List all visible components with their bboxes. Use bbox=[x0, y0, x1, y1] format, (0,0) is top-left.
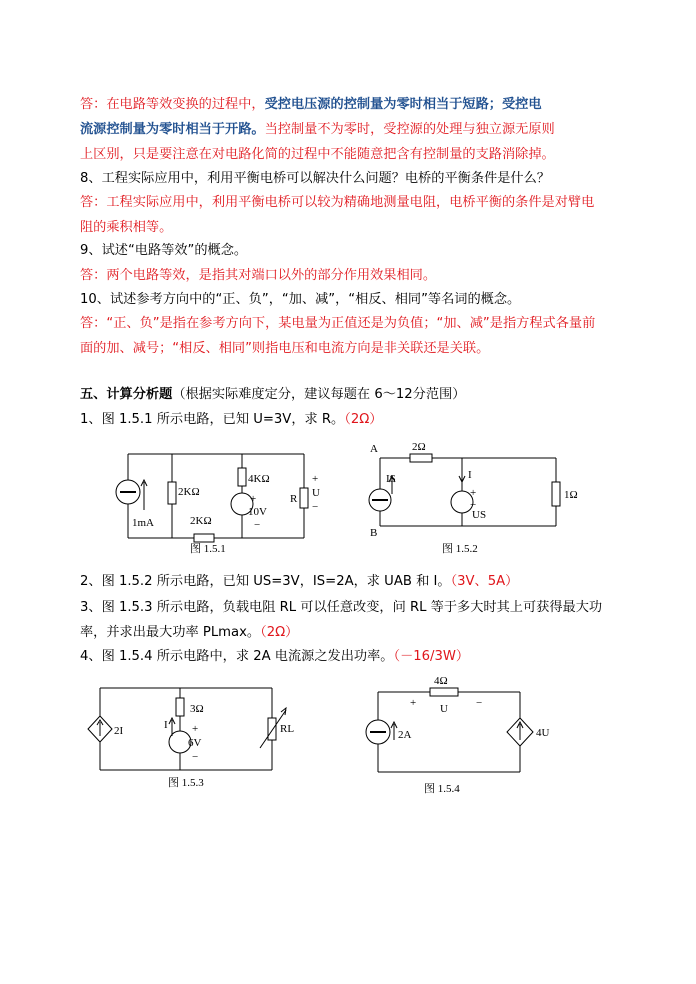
fig151-label-1: 4KΩ bbox=[248, 473, 270, 485]
figure-1-5-1-caption: 图 1.5.1 bbox=[190, 543, 226, 555]
problem-2-answer: （3V、5A） bbox=[450, 574, 519, 589]
fig151-label-5: R bbox=[290, 493, 298, 505]
problem-3-line-1: 3、图 1.5.3 所示电路，负载电阻 RL 可以任意改变，问 RL 等于多大时其上可获得最大功 bbox=[80, 600, 603, 615]
figure-1-5-4 bbox=[370, 672, 570, 802]
fig153-label-1: 3Ω bbox=[190, 703, 204, 715]
problem-2 bbox=[80, 573, 518, 591]
question-10: 10、试述参考方向中的“正、负”，“加、减”，“相反、相同”等名词的概念。 bbox=[80, 292, 521, 307]
section-5-heading bbox=[80, 386, 465, 404]
figure-1-5-3 bbox=[92, 682, 295, 802]
fig154-label-4: 2A bbox=[398, 729, 412, 741]
question-9: 9、试述“电路等效”的概念。 bbox=[80, 243, 248, 258]
answer-7-line-3: 上区别，只是要注意在对电路化简的过程中不能随意把含有控制量的支路消除掉。 bbox=[80, 147, 555, 162]
fig154-label-5: 4U bbox=[536, 727, 550, 739]
fig152-label-3: I bbox=[468, 469, 472, 481]
figure-1-5-2-caption: 图 1.5.2 bbox=[442, 543, 478, 555]
fig152-label-6: US bbox=[472, 509, 487, 521]
fig153-label-0: 2I bbox=[114, 725, 124, 737]
fig153-label-6: RL bbox=[280, 723, 295, 735]
fig151-label-2: + bbox=[250, 493, 257, 505]
answer-8-line-1: 答：工程实际应用中，利用平衡电桥可以较为精确地测量电阻，电桥平衡的条件是对臂电 bbox=[80, 195, 595, 210]
section-5-title: 五、计算分析题 bbox=[80, 387, 173, 402]
answer-9: 答：两个电路等效，是指其对端口以外的部分作用效果相同。 bbox=[80, 268, 437, 283]
figure-1-5-1-labels bbox=[132, 473, 320, 531]
problem-3-text: 率，并求出最大功率 PLmax。 bbox=[80, 625, 261, 640]
fig152-label-4: + bbox=[470, 487, 477, 499]
fig151-label-6: + bbox=[312, 473, 319, 485]
figure-1-5-4-caption: 图 1.5.4 bbox=[424, 783, 460, 795]
answer-10-line-1: 答：“正、负”是指在参考方向下，某电量为正值还是为负值；“加、减”是指方程式各量前 bbox=[80, 316, 596, 331]
problem-3-answer: （2Ω） bbox=[260, 625, 299, 640]
fig154-label-0: 4Ω bbox=[434, 675, 448, 687]
fig152-label-7: 1Ω bbox=[564, 489, 578, 501]
question-8: 8、工程实际应用中，利用平衡电桥可以解决什么问题？电桥的平衡条件是什么？ bbox=[80, 171, 550, 186]
answer-7-emphasis-2: 流源控制量为零时相当于开路。 bbox=[80, 122, 265, 137]
answer-8-line-2: 阻的乘积相等。 bbox=[80, 220, 173, 235]
problem-1 bbox=[80, 411, 383, 429]
answer-7-line-1 bbox=[80, 96, 542, 114]
fig151-label-9: 1mA bbox=[132, 517, 154, 529]
figure-1-5-1 bbox=[108, 448, 328, 558]
figure-1-5-2-labels bbox=[370, 441, 578, 539]
answer-10-line-2: 面的加、减号；“相反、相同”则指电压和电流方向是非关联还是关联。 bbox=[80, 341, 490, 356]
problem-4-text: 4、图 1.5.4 所示电路中，求 2A 电流源之发出功率。 bbox=[80, 649, 394, 664]
figure-1-5-3-caption: 图 1.5.3 bbox=[168, 777, 204, 789]
fig153-label-4: 6V bbox=[188, 737, 202, 749]
fig154-label-3: U bbox=[440, 703, 448, 715]
answer-7-text-2: 当控制量不为零时，受控源的处理与独立源无原则 bbox=[264, 122, 555, 137]
fig152-label-0: A bbox=[370, 443, 378, 455]
problem-3-line-2 bbox=[80, 624, 298, 642]
answer-7-text: 答：在电路等效变换的过程中， bbox=[80, 97, 265, 112]
section-5-note: （根据实际难度定分，建议每题在 6～12分范围） bbox=[172, 387, 466, 402]
fig153-label-2: I bbox=[164, 719, 168, 731]
fig152-label-8: B bbox=[370, 527, 378, 539]
answer-7-line-2 bbox=[80, 121, 555, 139]
fig151-label-8: − bbox=[312, 501, 319, 513]
fig151-label-4: − bbox=[254, 519, 261, 531]
fig152-label-5: − bbox=[470, 499, 477, 511]
fig152-label-2: IS bbox=[386, 473, 396, 485]
fig153-label-5: − bbox=[192, 751, 199, 763]
answer-7-emphasis: 受控电压源的控制量为零时相当于短路；受控电 bbox=[264, 97, 542, 112]
figure-1-5-2 bbox=[366, 438, 586, 558]
fig152-label-1: 2Ω bbox=[412, 441, 426, 453]
fig151-label-7: U bbox=[312, 487, 320, 499]
fig151-label-0: 2KΩ bbox=[178, 486, 200, 498]
problem-1-text: 1、图 1.5.1 所示电路，已知 U=3V，求 R。 bbox=[80, 412, 345, 427]
problem-1-answer: （2Ω） bbox=[344, 412, 383, 427]
fig154-label-1: + bbox=[410, 697, 417, 709]
problem-2-text: 2、图 1.5.2 所示电路，已知 US=3V，IS=2A，求 UAB 和 I。 bbox=[80, 574, 451, 589]
fig151-label-10: 2KΩ bbox=[190, 515, 212, 527]
problem-4-answer: （－16/3W） bbox=[393, 649, 470, 664]
fig154-label-2: − bbox=[476, 697, 483, 709]
fig151-label-3: 10V bbox=[248, 506, 267, 518]
figure-1-5-3-labels bbox=[114, 703, 294, 763]
problem-4 bbox=[80, 648, 469, 666]
fig153-label-3: + bbox=[192, 723, 199, 735]
